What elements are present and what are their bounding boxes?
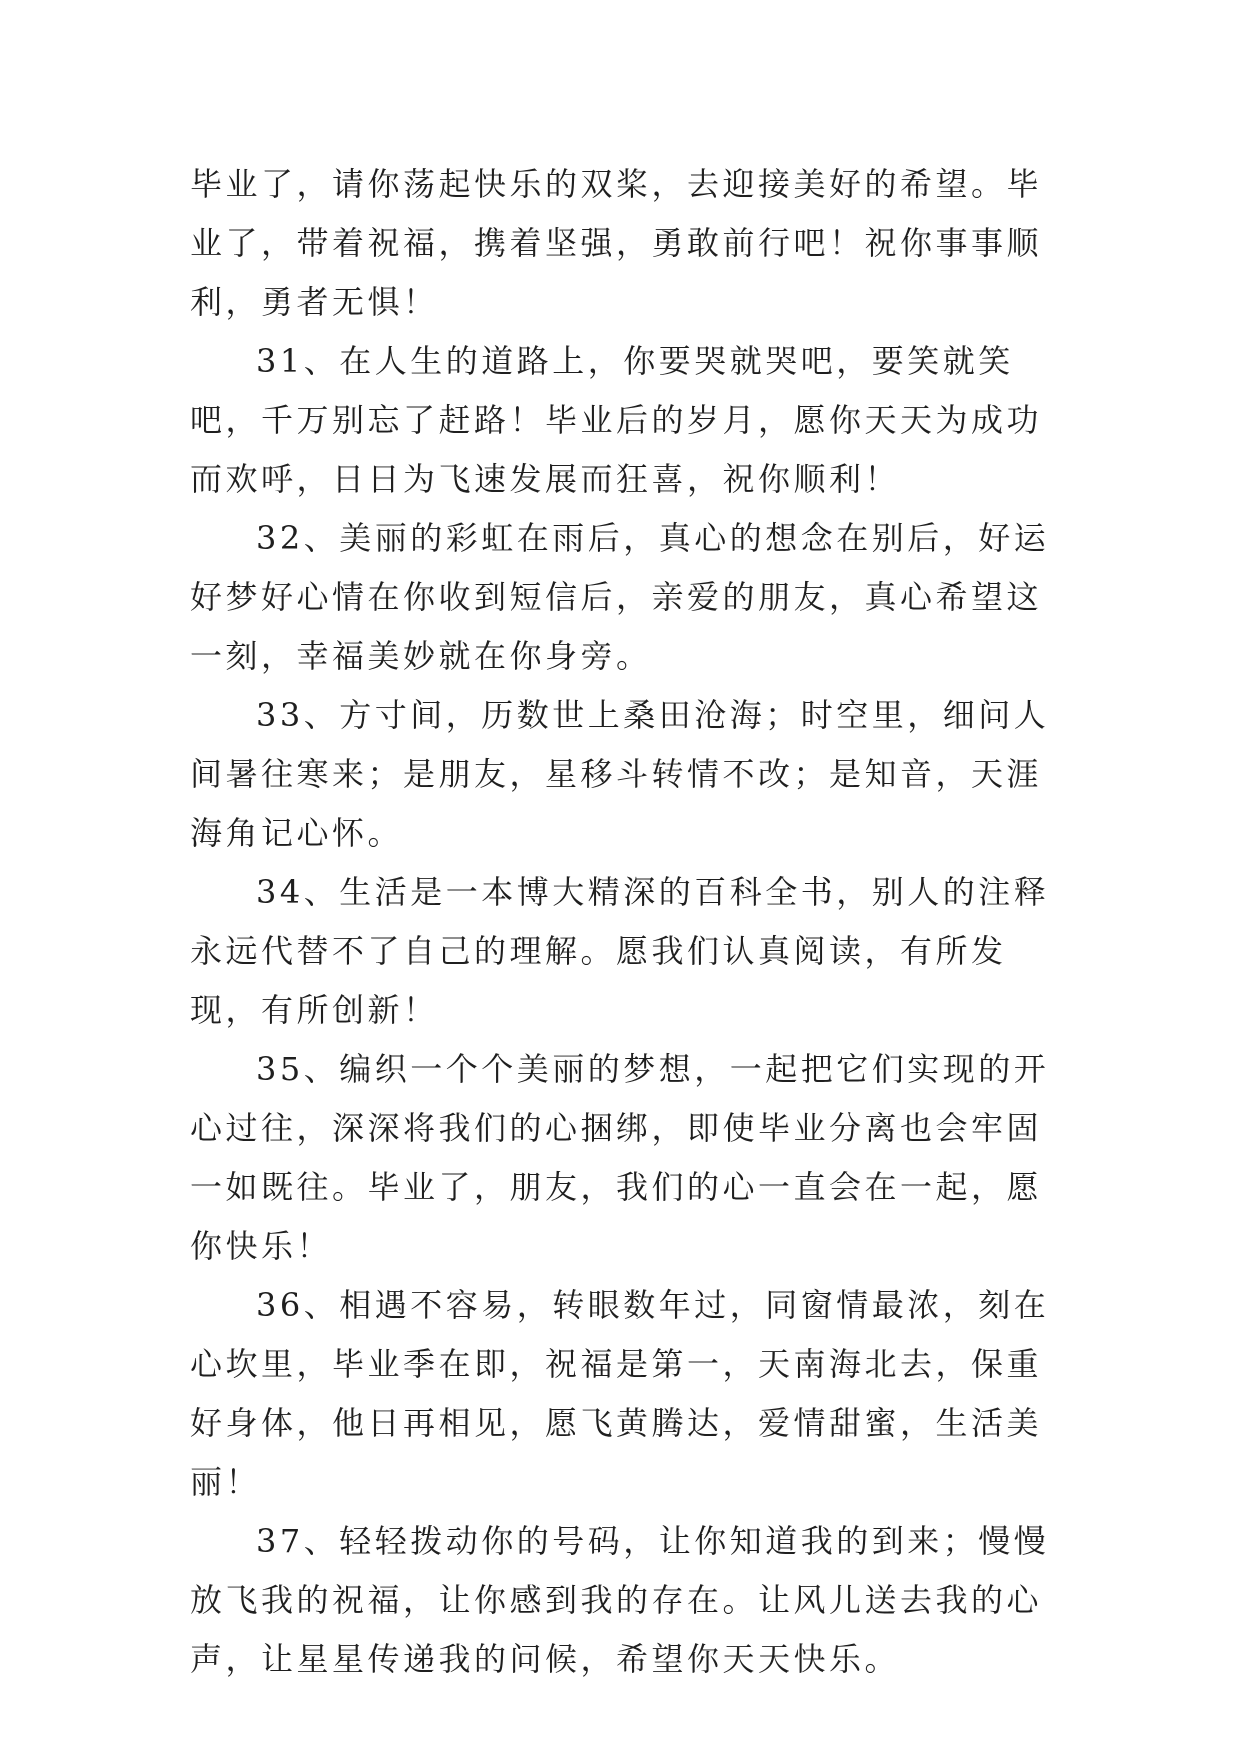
document-body — [190, 155, 1060, 1689]
paragraph-31: 31、在人生的道路上，你要哭就哭吧，要笑就笑吧，千万别忘了赶路！毕业后的岁月，愿你天天为成功而欢呼，日日为飞速发展而狂喜，祝你顺利！ — [190, 342, 1043, 498]
paragraph-36: 36、相遇不容易，转眼数年过，同窗情最浓，刻在心坎里，毕业季在即，祝福是第一，天南海北去，保重好身体，他日再相见，愿飞黄腾达，爱情甜蜜，生活美丽！ — [190, 1286, 1050, 1501]
paragraph-continuation: 毕业了，请你荡起快乐的双桨，去迎接美好的希望。毕业了，带着祝福，携着坚强，勇敢前行吧！祝你事事顺利，勇者无惧！ — [190, 165, 1043, 321]
paragraph-37: 37、轻轻拨动你的号码，让你知道我的到来；慢慢放飞我的祝福，让你感到我的存在。让风儿送去我的心声，让星星传递我的问候，希望你天天快乐。 — [190, 1522, 1050, 1678]
paragraph-34: 34、生活是一本博大精深的百科全书，别人的注释永远代替不了自己的理解。愿我们认真阅读，有所发现，有所创新！ — [190, 873, 1050, 1029]
paragraph-32: 32、美丽的彩虹在雨后，真心的想念在别后，好运好梦好心情在你收到短信后，亲爱的朋友，真心希望这一刻，幸福美妙就在你身旁。 — [190, 519, 1050, 675]
paragraph-33: 33、方寸间，历数世上桑田沧海；时空里，细问人间暑往寒来；是朋友，星移斗转情不改；是知音，天涯海角记心怀。 — [190, 696, 1050, 852]
paragraph-35: 35、编织一个个美丽的梦想，一起把它们实现的开心过往，深深将我们的心捆绑，即使毕业分离也会牢固一如既往。毕业了，朋友，我们的心一直会在一起，愿你快乐！ — [190, 1050, 1050, 1265]
